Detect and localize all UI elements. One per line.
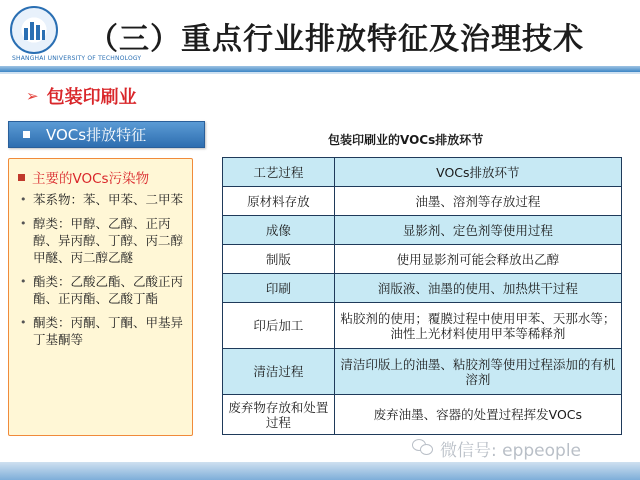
table-cell: 润版液、油墨的使用、加热烘干过程	[334, 274, 621, 303]
table-cell: 使用显影剂可能会释放出乙醇	[334, 245, 621, 274]
square-bullet-icon	[18, 174, 25, 181]
table-row	[223, 245, 622, 274]
square-bullet-icon	[23, 131, 30, 138]
logo-caption: SHANGHAI UNIVERSITY OF TECHNOLOGY	[12, 55, 142, 62]
column-header-emission: VOCs排放环节	[334, 158, 621, 187]
pollutant-panel-header	[18, 167, 149, 187]
feature-bar-label: VOCs排放特征	[46, 126, 147, 144]
pollutant-panel	[8, 158, 193, 436]
list-item-text: 酯类：乙酸乙酯、乙酸正丙酯、正丙酯、乙酸丁酯	[33, 274, 184, 306]
table-row	[223, 349, 622, 395]
section-label: 包装印刷业	[46, 87, 137, 108]
table-row	[223, 395, 622, 435]
list-item	[19, 191, 189, 208]
footer-band	[0, 462, 640, 480]
wechat-icon	[412, 439, 434, 457]
section-heading	[26, 84, 137, 108]
table-cell: 清洁印版上的油墨、粘胶剂等使用过程添加的有机溶剂	[334, 349, 621, 395]
dot-bullet-icon: •	[20, 217, 27, 230]
list-item	[19, 314, 189, 348]
list-item-text: 苯系物：苯、甲苯、二甲苯	[33, 192, 184, 207]
wechat-watermark	[412, 434, 581, 462]
table-cell: 制版	[223, 245, 335, 274]
table-cell: 印后加工	[223, 303, 335, 349]
seal-icon	[10, 6, 58, 54]
vocs-feature-bar	[8, 121, 205, 148]
emission-table	[222, 157, 622, 435]
pollutant-list	[19, 191, 189, 355]
table-header-row	[223, 158, 622, 187]
table-cell: 废弃油墨、容器的处置过程挥发VOCs	[334, 395, 621, 435]
table-row	[223, 303, 622, 349]
header-divider-light	[0, 72, 640, 74]
table-cell: 废弃物存放和处置过程	[223, 395, 335, 435]
university-logo	[10, 6, 142, 62]
table-cell: 原材料存放	[223, 187, 335, 216]
table-cell: 印刷	[223, 274, 335, 303]
table-cell: 清洁过程	[223, 349, 335, 395]
table-row	[223, 187, 622, 216]
list-item-text: 醇类：甲醇、乙醇、正丙醇、异丙醇、丁醇、丙二醇甲醚、丙二醇乙醚	[33, 216, 184, 265]
pollutant-panel-title: 主要的VOCs污染物	[32, 171, 150, 187]
dot-bullet-icon: •	[20, 316, 27, 329]
dot-bullet-icon: •	[20, 193, 27, 206]
slide-header	[0, 0, 640, 72]
table-cell: 显影剂、定色剂等使用过程	[334, 216, 621, 245]
page-title: （三）重点行业排放特征及治理技术	[88, 22, 584, 57]
dot-bullet-icon: •	[20, 275, 27, 288]
table-row	[223, 274, 622, 303]
table-cell: 粘胶剂的使用；覆膜过程中使用甲苯、天那水等；油性上光材料使用甲苯等稀释剂	[334, 303, 621, 349]
table-cell: 油墨、溶剂等存放过程	[334, 187, 621, 216]
list-item	[19, 273, 189, 307]
watermark-text: 微信号: eppeople	[440, 440, 582, 461]
table-cell: 成像	[223, 216, 335, 245]
list-item	[19, 215, 189, 266]
arrow-bullet-icon: ➢	[26, 87, 39, 105]
table-caption: 包装印刷业的VOCs排放环节	[328, 133, 484, 147]
list-item-text: 酮类：丙酮、丁酮、甲基异丁基酮等	[33, 315, 184, 347]
column-header-process: 工艺过程	[223, 158, 335, 187]
table-row	[223, 216, 622, 245]
